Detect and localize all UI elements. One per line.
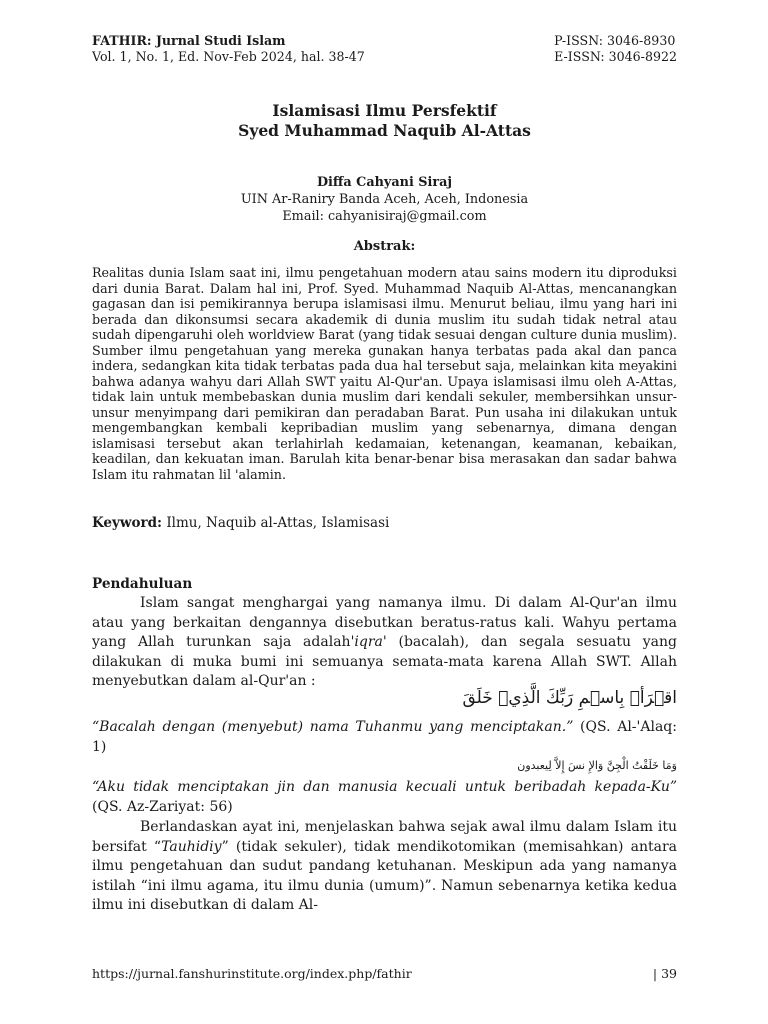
translation-1: “Bacalah dengan (menyebut) nama Tuhanmu yang menciptakan.” (QS. Al-'Alaq: 1) [92,719,677,755]
journal-name: FATHIR: Jurnal Studi Islam [92,33,286,48]
author-affiliation: UIN Ar-Raniry Banda Aceh, Aceh, Indonesia [240,192,529,207]
pissn: P-ISSN: 3046-8930 [554,33,676,48]
issn-info [554,33,677,65]
author-block [92,174,677,225]
keyword-label: Keyword: [92,515,163,531]
translation-2: “Aku tidak menciptakan jin dan manusia kecuali untuk beribadah kepada-Ku” (QS. Az-Zariyat: 56) [92,779,677,815]
intro-paragraph-1: Islam sangat menghargai yang namanya ilmu. Di dalam Al-Qur'an ilmu atau yang berkaitan dengannya disebutkan beratus-ratus kali. Wahyu pertama yang Allah turunkan saja adalah'iqra' (bacalah), dan segala sesuatu yang dilakukan di muka bumi ini semuanya semata-mata karena Allah SWT. Allah menyebutkan dalam al-Qur'an : [92,595,677,689]
eissn: E-ISSN: 3046-8922 [554,49,677,64]
title-line-1: Islamisasi Ilmu Persfektif [272,101,497,120]
keywords [92,515,677,531]
abstract-heading: Abstrak: [353,239,416,254]
title-line-2: Syed Muhammad Naquib Al-Attas [238,121,531,140]
section-heading: Pendahuluan [92,576,193,592]
paper-title [92,101,677,141]
journal-volume: Vol. 1, No. 1, Ed. Nov-Feb 2024, hal. 38-47 [92,49,365,64]
author-email: Email: cahyanisiraj@gmail.com [282,209,487,224]
footer-url[interactable]: https://jurnal.fanshurinstitute.org/index.php/fathir [92,966,412,981]
journal-info [92,33,365,65]
abstract-text: Realitas dunia Islam saat ini, ilmu pengetahuan modern atau sains modern itu diproduksi dari dunia Barat. Dalam hal ini, Prof. Syed. Muhammad Naquib Al-Attas, mencanangkan gagasan dan isi pemikirannya berupa islamisasi ilmu. Menurut beliau, ilmu yang hari ini berada dan dikonsumsi secara akademik di dunia muslim itu sudah tidak netral atau sudah dipengaruhi oleh worldview Barat (yang tidak sesuai dengan culture dunia muslim). Sumber ilmu pengetahuan yang mereka gunakan hanya terbatas pada akal dan panca indera, sedangkan kita tidak terbatas pada dua hal tersebut saja, melainkan kita meyakini bahwa adanya wahyu dari Allah SWT yaitu Al-Qur'an. Upaya islamisasi ilmu oleh A-Attas, tidak lain untuk membebaskan dunia muslim dari kendali sekuler, membersihkan unsur-unsur menyimpang dari pemikiran dan peradaban Barat. Pun usaha ini dilakukan untuk mengembangkan kembali kepribadian muslim yang sebenarnya, dimana dengan islamisasi tersebut akan terlahirlah kedamaian, ketenangan, keamanan, kebaikan, keadilan, dan kekuatan iman. Barulah kita benar-benar bisa merasakan dan sadar bahwa Islam itu rahmatan lil 'alamin. [92,265,677,482]
arabic-verse-2: وَمَا خَلَقْتُ الْجِنَّ وَالإِ نسَ إِلاَّ لِيعبدون [517,759,677,772]
author-name: Diffa Cahyani Siraj [316,175,453,190]
keyword-text: Ilmu, Naquib al-Attas, Islamisasi [162,515,390,531]
page-number: | 39 [652,966,677,981]
arabic-verse-1: اقۡرَأۡ بِاسۡمِ رَبِّكَ الَّذِيۡ خَلَقَ [462,688,677,708]
intro-paragraph-2: Berlandaskan ayat ini, menjelaskan bahwa sejak awal ilmu dalam Islam itu bersifat “Tauhidiy” (tidak sekuler), tidak mendikotomikan (memisahkan) antara ilmu pengetahuan dan sudut pandang ketuhanan. Meskipun ada yang namanya istilah “ini ilmu agama, itu ilmu dunia (umum)”. Namun sebenarnya ketika kedua ilmu ini disebutkan di dalam Al- [92,819,677,913]
